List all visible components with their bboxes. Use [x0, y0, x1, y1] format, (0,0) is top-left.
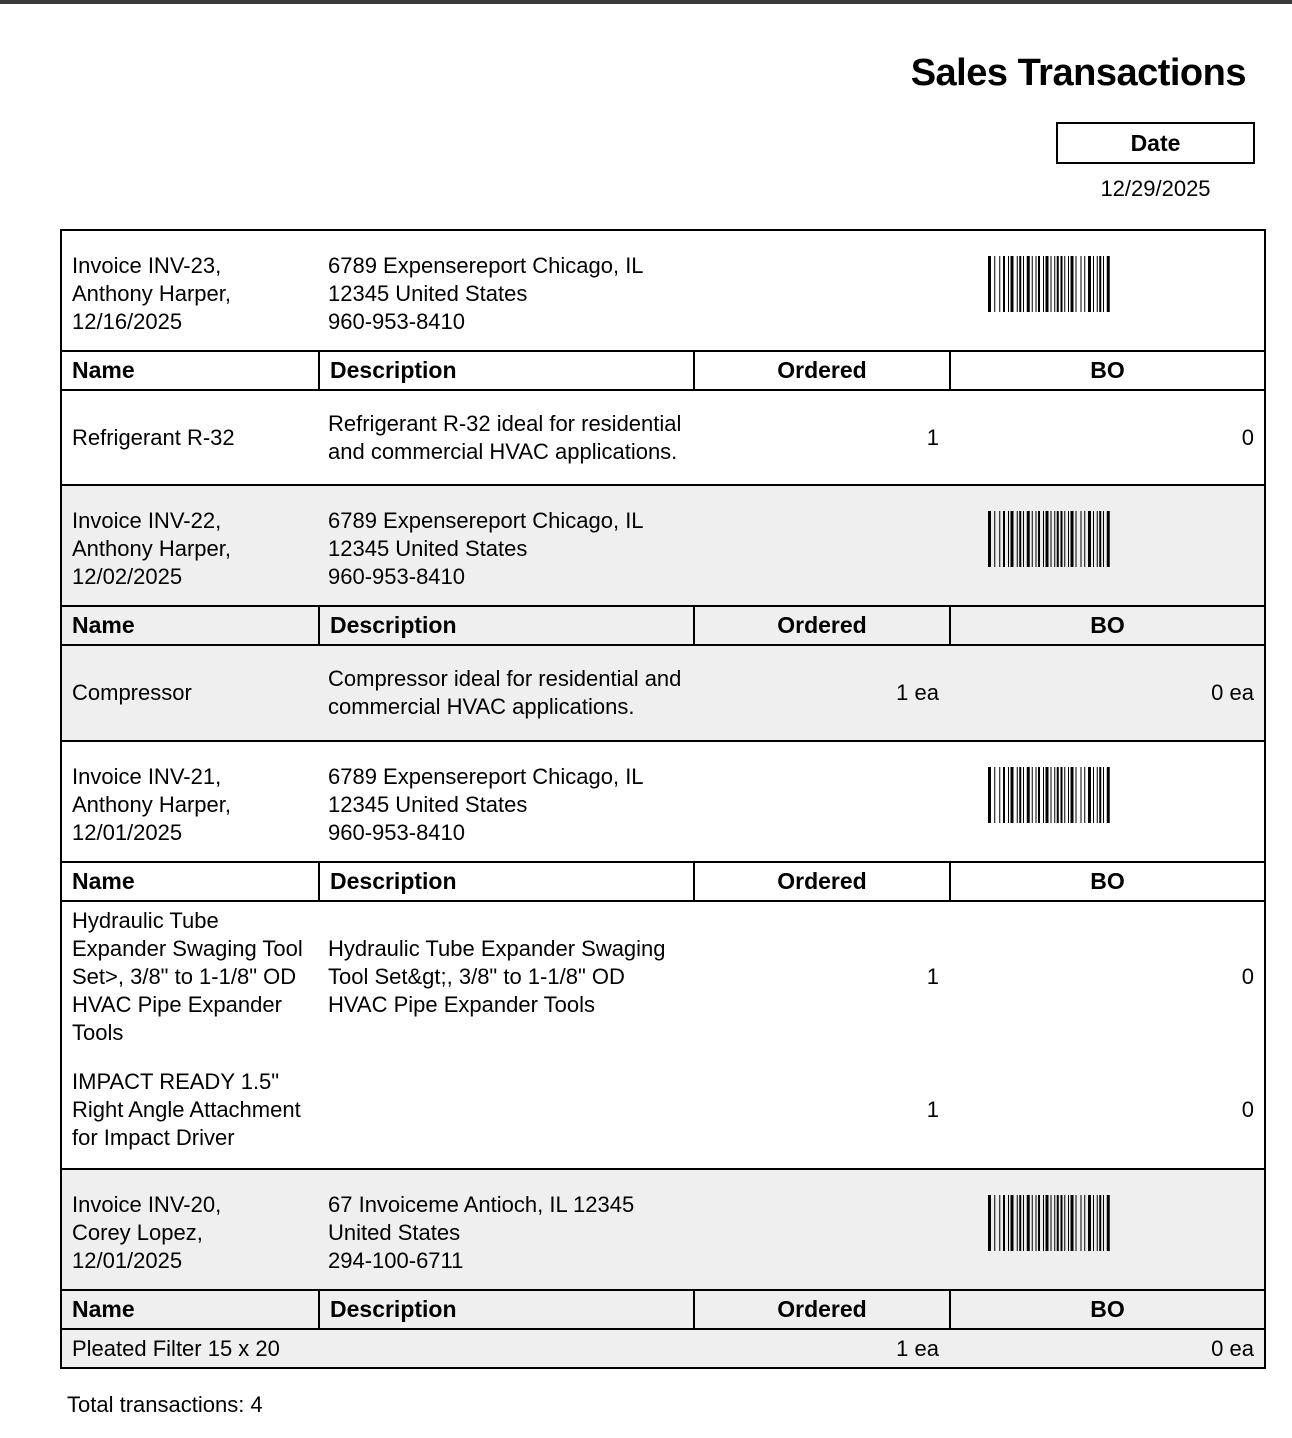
item-row: [62, 1330, 1264, 1367]
invoice-group: [62, 231, 1264, 484]
barcode-bar: [1061, 767, 1063, 823]
address-line: 12345 United States: [328, 792, 528, 817]
item-description: Hydraulic Tube Expander Swaging Tool Set&gt;, 3/8" to 1-1/8" OD HVAC Pipe Expander Tools: [328, 936, 666, 1017]
barcode-bar: [1051, 511, 1052, 567]
item-ordered: 1: [926, 1097, 939, 1122]
col-name: Name: [72, 1296, 135, 1322]
invoice-info: [72, 507, 312, 591]
barcode-bar: [1036, 767, 1037, 823]
invoice-address: [328, 252, 708, 336]
col-name: Name: [72, 612, 135, 638]
barcode-bar: [994, 511, 995, 567]
address-line: 6789 Expensereport Chicago, IL: [328, 764, 644, 789]
barcode-bar: [1008, 511, 1009, 567]
barcode-bar: [1093, 511, 1094, 567]
barcode-bar: [1011, 511, 1014, 567]
invoice-date: 12/16/2025: [72, 309, 183, 334]
barcode-bar: [1076, 511, 1077, 567]
barcode-bar: [1008, 256, 1009, 312]
col-name: Name: [72, 868, 135, 894]
barcode-bar: [1017, 511, 1018, 567]
barcode-bar: [1003, 256, 1005, 312]
item-bo: 0: [1241, 964, 1254, 989]
barcode-bar: [1081, 1195, 1082, 1251]
customer-name: Anthony Harper,: [72, 792, 231, 817]
barcode-bar: [1038, 256, 1040, 312]
barcode-bar: [1043, 256, 1044, 312]
barcode-bar: [1076, 767, 1077, 823]
barcode-bar: [1019, 511, 1021, 567]
address-line: 6789 Expensereport Chicago, IL: [328, 253, 644, 278]
item-bo: 0: [1241, 424, 1254, 450]
invoice-header: [62, 486, 1264, 605]
item-name: Hydraulic Tube Expander Swaging Tool Set>, 3/8" to 1-1/8" OD HVAC Pipe Expander Tools: [72, 908, 303, 1045]
barcode-bar: [1023, 511, 1024, 567]
barcode-bar: [1061, 1195, 1063, 1251]
address-line: 67 Invoiceme Antioch, IL 12345: [328, 1192, 635, 1217]
invoice-info: [72, 763, 312, 847]
column-headers: [62, 861, 1264, 902]
invoice-number: Invoice INV-20,: [72, 1192, 222, 1217]
col-description: Description: [318, 863, 693, 900]
barcode-bar: [1011, 1195, 1014, 1251]
barcode-bar: [1081, 767, 1082, 823]
barcode-bar: [1032, 1195, 1033, 1251]
barcode-bar: [1099, 767, 1101, 823]
item-bo: 0 ea: [1211, 680, 1254, 705]
barcode-bar: [1088, 767, 1091, 823]
barcode-bar: [1046, 511, 1049, 567]
barcode-bar: [1084, 1195, 1085, 1251]
invoice-number: Invoice INV-21,: [72, 764, 222, 789]
phone-number: 960-953-8410: [328, 820, 466, 845]
barcode-bar: [1027, 511, 1030, 567]
barcode-bar: [999, 256, 1000, 312]
barcode-bar: [1061, 511, 1063, 567]
top-rule: [0, 0, 1292, 4]
barcode-bar: [1003, 767, 1005, 823]
barcode-bar: [994, 256, 995, 312]
invoice-group: [62, 740, 1264, 1168]
barcode-bar: [1038, 511, 1040, 567]
col-bo: BO: [949, 1291, 1264, 1328]
barcode-bar: [1081, 256, 1082, 312]
date-value: 12/29/2025: [1100, 176, 1211, 201]
barcode-bar: [988, 1195, 991, 1251]
barcode-bar: [1103, 511, 1104, 567]
barcode-bar: [999, 511, 1000, 567]
barcode-bar: [1093, 767, 1094, 823]
barcode-bar: [1027, 1195, 1030, 1251]
col-ordered: Ordered: [693, 607, 949, 644]
barcode-bar: [1054, 511, 1055, 567]
barcode-bar: [1071, 256, 1074, 312]
barcode-bar: [1036, 1195, 1037, 1251]
invoice-address: [328, 763, 708, 847]
col-bo: BO: [949, 352, 1264, 389]
invoice-header: [62, 742, 1264, 861]
invoice-address: [328, 1191, 708, 1275]
transactions-table: [60, 229, 1266, 1369]
barcode-bar: [1054, 1195, 1055, 1251]
item-ordered: 1: [926, 964, 939, 989]
barcode: [988, 1195, 1224, 1251]
barcode-bar: [1071, 767, 1074, 823]
barcode-bar: [999, 1195, 1000, 1251]
item-description: Compressor ideal for residential and commercial HVAC applications.: [328, 666, 682, 719]
barcode-bar: [988, 511, 991, 567]
invoice-info: [72, 1191, 312, 1275]
phone-number: 960-953-8410: [328, 564, 466, 589]
item-row: [62, 1052, 1264, 1168]
barcode-bar: [1023, 1195, 1024, 1251]
barcode-bar: [1064, 767, 1065, 823]
barcode-bar: [1017, 256, 1018, 312]
total-transactions: Total transactions: 4: [67, 1392, 263, 1417]
barcode-bar: [1008, 767, 1009, 823]
customer-name: Anthony Harper,: [72, 536, 231, 561]
invoice-date: 12/02/2025: [72, 564, 183, 589]
barcode-bar: [1103, 1195, 1104, 1251]
barcode-bar: [1038, 1195, 1040, 1251]
barcode-bar: [1088, 256, 1091, 312]
barcode-bar: [1107, 511, 1110, 567]
barcode-bar: [1051, 256, 1052, 312]
barcode-bar: [999, 767, 1000, 823]
barcode-bar: [1032, 511, 1033, 567]
invoice-info: [72, 252, 312, 336]
col-ordered: Ordered: [693, 863, 949, 900]
col-ordered: Ordered: [693, 1291, 949, 1328]
barcode-bar: [1032, 767, 1033, 823]
barcode-bar: [1097, 256, 1098, 312]
phone-number: 294-100-6711: [328, 1248, 464, 1273]
col-bo: BO: [949, 607, 1264, 644]
item-name: Compressor: [72, 680, 192, 705]
item-name: IMPACT READY 1.5" Right Angle Attachment for Impact Driver: [72, 1069, 301, 1150]
barcode-bar: [1019, 256, 1021, 312]
barcode-bar: [1084, 767, 1085, 823]
col-name: Name: [72, 357, 135, 383]
barcode-bar: [1088, 1195, 1091, 1251]
barcode-bar: [1046, 1195, 1049, 1251]
item-ordered: 1: [926, 424, 939, 450]
barcode-bar: [1036, 511, 1037, 567]
barcode-bar: [1088, 511, 1091, 567]
column-headers: [62, 350, 1264, 391]
address-line: 12345 United States: [328, 281, 528, 306]
col-ordered: Ordered: [693, 352, 949, 389]
barcode-bar: [1093, 1195, 1094, 1251]
barcode-bar: [988, 767, 991, 823]
barcode-bar: [1003, 1195, 1005, 1251]
barcode-bar: [1057, 256, 1059, 312]
barcode-bar: [1043, 511, 1044, 567]
barcode-bar: [1054, 767, 1055, 823]
barcode-bar: [1084, 256, 1085, 312]
barcode-bar: [1099, 1195, 1101, 1251]
barcode-bar: [1043, 1195, 1044, 1251]
invoice-header: [62, 231, 1264, 350]
barcode-bar: [1076, 256, 1077, 312]
address-line: United States: [328, 1220, 461, 1245]
barcode: [988, 511, 1224, 567]
invoice-number: Invoice INV-22,: [72, 508, 222, 533]
barcode-bar: [1099, 511, 1101, 567]
barcode-bar: [1046, 256, 1049, 312]
barcode-bar: [1051, 1195, 1052, 1251]
barcode-bar: [1023, 767, 1024, 823]
item-ordered: 1 ea: [896, 680, 939, 705]
item-name: Pleated Filter 15 x 20: [72, 1335, 280, 1361]
barcode-bar: [1084, 511, 1085, 567]
item-row: [62, 646, 1264, 740]
customer-name: Corey Lopez,: [72, 1220, 203, 1245]
invoice-number: Invoice INV-23,: [72, 253, 222, 278]
report-title: Sales Transactions: [910, 52, 1246, 94]
barcode-bar: [1057, 767, 1059, 823]
barcode-bar: [994, 1195, 995, 1251]
barcode-bar: [1054, 256, 1055, 312]
barcode-bar: [1071, 1195, 1074, 1251]
customer-name: Anthony Harper,: [72, 281, 231, 306]
barcode-bar: [1093, 256, 1094, 312]
item-row: [62, 902, 1264, 1052]
item-row: [62, 391, 1264, 484]
col-description: Description: [318, 1291, 693, 1328]
item-ordered: 1 ea: [896, 1335, 939, 1361]
col-bo: BO: [949, 863, 1264, 900]
barcode-bar: [1011, 256, 1014, 312]
barcode-bar: [1019, 767, 1021, 823]
barcode-bar: [1017, 1195, 1018, 1251]
col-description: Description: [318, 607, 693, 644]
barcode-bar: [1064, 256, 1065, 312]
invoice-group: [62, 1168, 1264, 1367]
barcode-bar: [1099, 256, 1101, 312]
barcode-bar: [994, 767, 995, 823]
barcode-bar: [1068, 256, 1069, 312]
barcode-bar: [1097, 511, 1098, 567]
invoice-header: [62, 1170, 1264, 1289]
column-headers: [62, 1289, 1264, 1330]
barcode-bar: [1068, 511, 1069, 567]
barcode-bar: [1103, 767, 1104, 823]
item-bo: 0: [1241, 1097, 1254, 1122]
barcode-bar: [1023, 256, 1024, 312]
barcode-bar: [1064, 511, 1065, 567]
address-line: 6789 Expensereport Chicago, IL: [328, 508, 644, 533]
invoice-date: 12/01/2025: [72, 1248, 183, 1273]
barcode-bar: [988, 256, 991, 312]
barcode-bar: [1107, 1195, 1110, 1251]
barcode-bar: [1081, 511, 1082, 567]
barcode-bar: [1036, 256, 1037, 312]
barcode-bar: [1032, 256, 1033, 312]
barcode-bar: [1027, 256, 1030, 312]
barcode-bar: [1097, 767, 1098, 823]
barcode-bar: [1097, 1195, 1098, 1251]
barcode-bar: [1057, 1195, 1059, 1251]
barcode-bar: [1103, 256, 1104, 312]
barcode-bar: [1003, 511, 1005, 567]
invoice-date: 12/01/2025: [72, 820, 183, 845]
barcode-bar: [1061, 256, 1063, 312]
barcode-bar: [1008, 1195, 1009, 1251]
barcode: [988, 767, 1224, 823]
barcode-bar: [1107, 256, 1110, 312]
barcode-bar: [1046, 767, 1049, 823]
barcode-bar: [1068, 767, 1069, 823]
barcode-bar: [1068, 1195, 1069, 1251]
barcode-bar: [1076, 1195, 1077, 1251]
invoice-address: [328, 507, 708, 591]
date-label: Date: [1056, 122, 1255, 164]
barcode-bar: [1011, 767, 1014, 823]
col-description: Description: [318, 352, 693, 389]
item-description: Refrigerant R-32 ideal for residential and commercial HVAC applications.: [328, 410, 682, 464]
item-name: Refrigerant R-32: [72, 424, 235, 450]
barcode-bar: [1019, 1195, 1021, 1251]
barcode-bar: [1107, 767, 1110, 823]
barcode-bar: [1051, 767, 1052, 823]
barcode-bar: [1064, 1195, 1065, 1251]
barcode-bar: [1071, 511, 1074, 567]
address-line: 12345 United States: [328, 536, 528, 561]
barcode-bar: [1038, 767, 1040, 823]
barcode-bar: [1027, 767, 1030, 823]
barcode-bar: [1017, 767, 1018, 823]
item-bo: 0 ea: [1211, 1335, 1254, 1361]
phone-number: 960-953-8410: [328, 309, 466, 334]
column-headers: [62, 605, 1264, 646]
barcode: [988, 256, 1224, 312]
barcode-bar: [1043, 767, 1044, 823]
barcode-bar: [1057, 511, 1059, 567]
invoice-group: [62, 484, 1264, 740]
